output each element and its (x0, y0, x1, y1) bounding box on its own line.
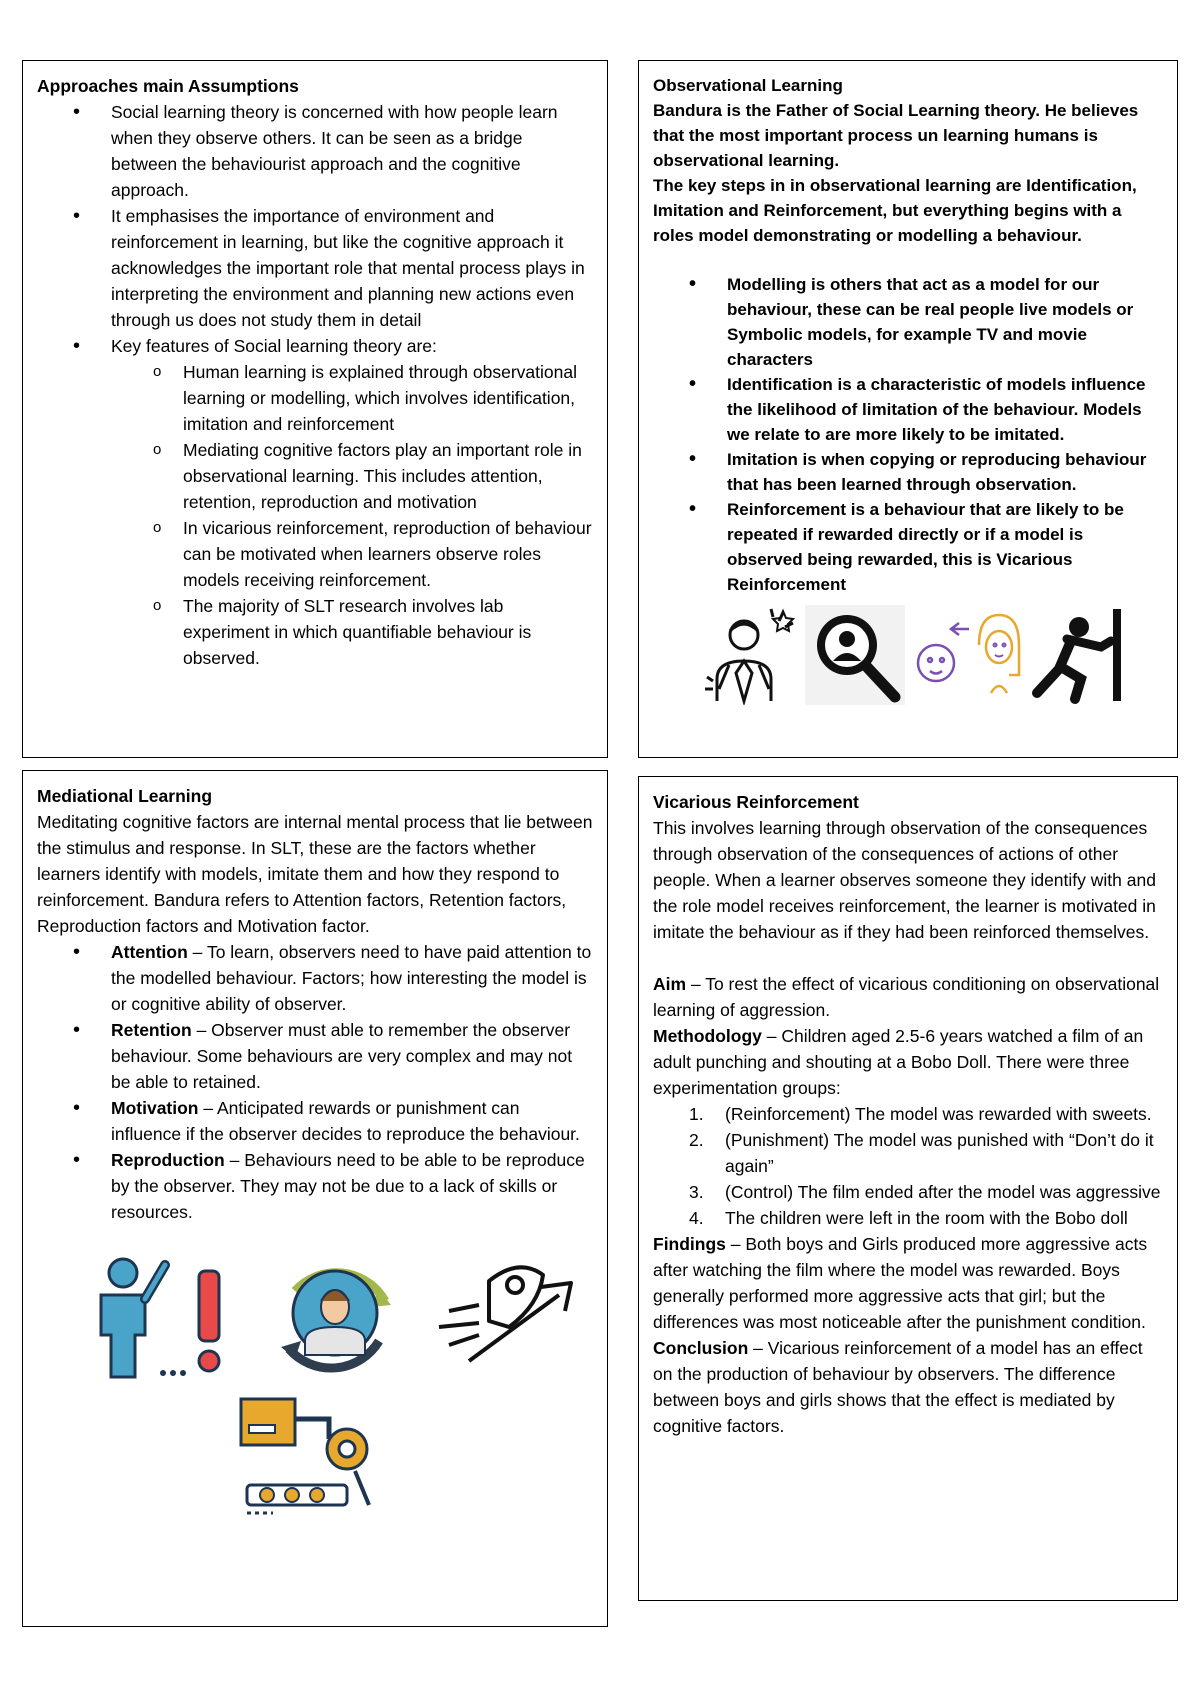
approaches-panel (22, 60, 608, 758)
approaches-sub-bullet: o The majority of SLT research involves lab experiment in which quantifiable behaviour is observed. (37, 593, 593, 671)
aim-label: Aim (653, 974, 687, 994)
vicarious-intro: This involves learning through observation of the consequences through observation of the consequences of actions of other people. When a learner observes someone they identify with and the role model receives reinforcement, the learner is motivated in imitate the behaviour as if they had been reinforced themselves. (653, 818, 1156, 942)
mediational-title: Mediational Learning (37, 786, 213, 806)
approaches-sub-bullet: o In vicarious reinforcement, reproduction of behaviour can be motivated when learners observe roles models receiving reinforcement. (37, 515, 593, 593)
factor-term: Attention (111, 942, 188, 962)
vicarious-title: Vicarious Reinforcement (653, 792, 859, 812)
observational-bullet-list (653, 272, 1163, 597)
mediational-intro: Meditating cognitive factors are internal mental process that lie between the stimulus and response. In SLT, these are the factors whether learners identify with models, imitate them and how they respond to reinforcement. Bandura refers to Attention factors, Retention factors, Reproduction factors and Motivation factor. (37, 812, 593, 936)
mediational-factor-item (37, 1147, 593, 1225)
person-attention-icon (71, 1251, 241, 1381)
group-text: (Reinforcement) The model was rewarded with sweets. (725, 1104, 1152, 1124)
group-number: 2. (689, 1130, 704, 1150)
observational-bullet: • Modelling is others that act as a model for our behaviour, these can be real people live models or Symbolic models, for example TV and movie characters (653, 272, 1163, 372)
approaches-sub-bullet: o Mediating cognitive factors play an important role in observational learning. This includes attention, retention, reproduction and motivation (37, 437, 593, 515)
mediational-panel (22, 770, 608, 1627)
magnifier-person-icon (805, 605, 905, 705)
child-imitating-adult-icon (911, 605, 1021, 705)
observational-panel (638, 60, 1178, 758)
group-number: 4. (689, 1208, 704, 1228)
factor-text: – Observer must able to remember the observer behaviour. Some behaviours are very complex and may not be able to retained. (111, 1020, 573, 1092)
businessman-idea-icon (699, 605, 799, 705)
approaches-sub-list (37, 359, 593, 671)
reproduction-machine-icon (237, 1385, 387, 1515)
observational-bullet: • Reinforcement is a behaviour that are likely to be repeated if rewarded directly or if a model is observed being rewarded, this is Vicarious Reinforcement (653, 497, 1163, 597)
observational-icon-row (699, 605, 1163, 705)
vicarious-panel (638, 776, 1178, 1601)
observational-bullet: • Imitation is when copying or reproducing behaviour that has been learned through observation. (653, 447, 1163, 497)
findings-text: – Both boys and Girls produced more aggressive acts after watching the film where the model was rewarded. Boys generally performed more aggressive acts that girl; but the differences was most noticeable after the punishment condition. (653, 1234, 1148, 1332)
aim-text: – To rest the effect of vicarious conditioning on observational learning of aggression. (653, 974, 1160, 1020)
factor-text: – Behaviours need to be able to be reproduce by the observer. They may not be due to a lack of skills or resources. (111, 1150, 585, 1222)
observational-title: Observational Learning (653, 76, 843, 95)
methodology-label: Methodology (653, 1026, 762, 1046)
group-item (653, 1101, 1163, 1127)
mediational-factor-item (37, 1017, 593, 1095)
group-item (653, 1205, 1163, 1231)
factor-text: – Anticipated rewards or punishment can influence if the observer decides to reproduce the behaviour. (111, 1098, 580, 1144)
group-item (653, 1179, 1163, 1205)
group-text: (Punishment) The model was punished with “Don’t do it again” (725, 1130, 1154, 1176)
motivation-rocket-icon (429, 1251, 589, 1381)
observational-intro-1: Bandura is the Father of Social Learning theory. He believes that the most important process un learning humans is observational learning. (653, 101, 1139, 170)
groups-list (653, 1101, 1163, 1231)
person-retention-cycle-icon (255, 1251, 415, 1381)
group-text: (Control) The film ended after the model was aggressive (725, 1182, 1161, 1202)
approaches-bullet: • Social learning theory is concerned with how people learn when they observe others. It can be seen as a bridge between the behaviourist approach and the cognitive approach. (37, 99, 593, 203)
mediational-icon-row (71, 1251, 593, 1381)
factor-term: Motivation (111, 1098, 199, 1118)
factor-term: Retention (111, 1020, 192, 1040)
approaches-bullet: • It emphasises the importance of environment and reinforcement in learning, but like the cognitive approach it acknowledges the important role that mental process plays in interpreting the environment and planning new actions even through us does not study them in detail (37, 203, 593, 333)
mediational-factor-item (37, 1095, 593, 1147)
mediational-icon-row-2 (237, 1385, 593, 1515)
mediational-factor-list (37, 939, 593, 1225)
findings-paragraph (653, 1231, 1163, 1335)
approaches-sub-bullet: o Human learning is explained through observational learning or modelling, which involves identification, imitation and reinforcement (37, 359, 593, 437)
group-number: 3. (689, 1182, 704, 1202)
observational-intro-2: The key steps in in observational learning are Identification, Imitation and Reinforcement, but everything begins with a roles model demonstrating or modelling a behaviour. (653, 176, 1137, 245)
person-pushing-wall-icon (1027, 605, 1127, 705)
approaches-bullet-list (37, 99, 593, 359)
conclusion-label: Conclusion (653, 1338, 749, 1358)
factor-text: – To learn, observers need to have paid attention to the modelled behaviour. Factors; how interesting the model is or cognitive ability of observer. (111, 942, 592, 1014)
aim-paragraph (653, 971, 1163, 1023)
group-item (653, 1127, 1163, 1179)
factor-term: Reproduction (111, 1150, 225, 1170)
conclusion-text: – Vicarious reinforcement of a model has an effect on the production of behaviour by observers. The difference between boys and girls shows that the effect is mediated by cognitive factors. (653, 1338, 1143, 1436)
approaches-bullet: • Key features of Social learning theory are: (37, 333, 593, 359)
conclusion-paragraph (653, 1335, 1163, 1439)
methodology-paragraph (653, 1023, 1163, 1101)
observational-bullet: • Identification is a characteristic of models influence the likelihood of limitation of the behaviour. Models we relate to are more likely to be imitated. (653, 372, 1163, 447)
approaches-title: Approaches main Assumptions (37, 76, 299, 96)
mediational-factor-item (37, 939, 593, 1017)
group-text: The children were left in the room with the Bobo doll (725, 1208, 1128, 1228)
group-number: 1. (689, 1104, 704, 1124)
methodology-text: – Children aged 2.5-6 years watched a film of an adult punching and shouting at a Bobo Doll. There were three experimentation groups: (653, 1026, 1144, 1098)
findings-label: Findings (653, 1234, 726, 1254)
